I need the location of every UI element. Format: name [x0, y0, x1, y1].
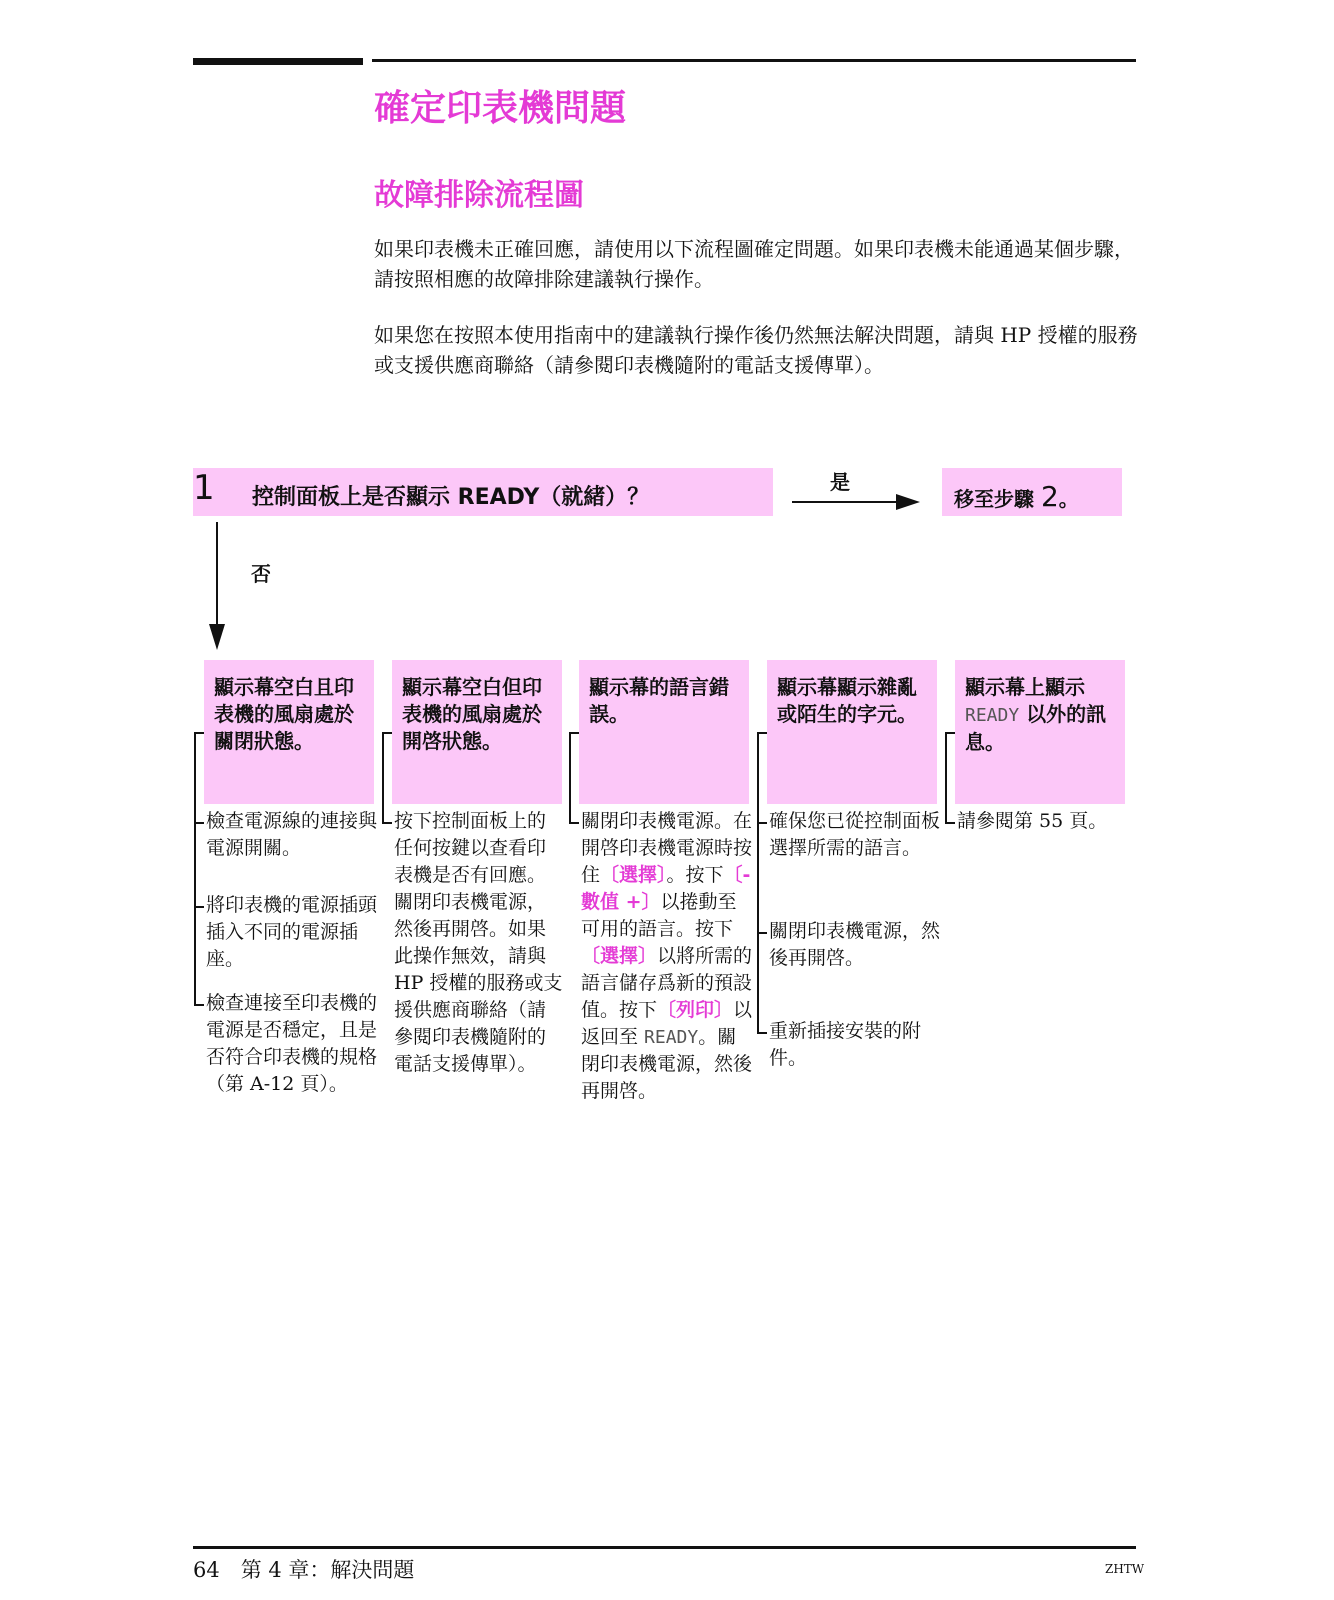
intro-paragraph-1: 如果印表機未正確回應，請使用以下流程圖確定問題。如果印表機未能通過某個步驟，請按照相應的故障排除建議執行操作。 — [374, 237, 1134, 291]
symptom-title-5-post: 以外的訊息。 — [965, 702, 1107, 754]
symptom-title-1: 顯示幕空白且印表機的風扇處於關閉狀態。 — [214, 675, 354, 753]
goto-prefix: 移至步驟 — [954, 487, 1034, 511]
no-label: 否 — [251, 562, 271, 586]
footer-page-chapter: 64 第 4 章：解決問題 — [193, 1558, 415, 1582]
connector — [757, 1032, 767, 1034]
solution-text: 檢查電源線的連接與電源開關。 — [206, 810, 378, 859]
footer-rule — [193, 1546, 1136, 1549]
select-key-label: 〔選擇〕 — [600, 864, 667, 886]
connector — [194, 906, 204, 908]
goto-step-number: 2 — [1040, 480, 1059, 513]
select-key-label: 〔選擇〕 — [581, 945, 658, 967]
header-rule-thin — [372, 59, 1136, 62]
goto-step2-text — [954, 480, 1079, 513]
yes-label: 是 — [830, 470, 850, 494]
solution-text: 按下控制面板上的任何按鍵以查看印表機是否有回應。關閉印表機電源，然後再開啓。如果此操作無效，請與 HP 授權的服務或支援供應商聯絡（請參閱印表機隨附的電話支援傳單）。 — [394, 810, 563, 1075]
solution-text: 重新插接安裝的附件。 — [769, 1020, 922, 1069]
value-key-label: 〔- 數值 +〕 — [581, 864, 751, 913]
connector — [757, 732, 759, 1034]
goto-suffix: 。 — [1058, 487, 1079, 511]
connector — [194, 822, 204, 824]
solution-text — [581, 808, 753, 1105]
symptom-title-5 — [965, 674, 1115, 756]
ready-display-text: READY — [644, 1027, 699, 1048]
ready-display-text: READY — [965, 705, 1020, 726]
intro-paragraph-2: 如果您在按照本使用指南中的建議執行操作後仍然無法解決問題，請與 HP 授權的服務或支援供應商聯絡（請參閱印表機隨附的電話支援傳單）。 — [374, 323, 1138, 377]
solution-text: 檢查連接至印表機的電源是否穩定，且是否符合印表機的規格（第 A-12 頁）。 — [206, 992, 378, 1095]
connector — [757, 822, 767, 824]
header-rule-thick — [193, 58, 363, 65]
connector — [194, 732, 196, 1006]
print-key-label: 〔列印〕 — [657, 999, 734, 1021]
symptom-title-4: 顯示幕顯示雜亂或陌生的字元。 — [777, 675, 917, 726]
solution-text: 確保您已從控制面板選擇所需的語言。 — [769, 810, 941, 859]
connector — [569, 732, 571, 824]
connector — [945, 822, 955, 824]
page-title: 確定印表機問題 — [374, 88, 627, 129]
step1-question: 控制面板上是否顯示 READY（就緒）？ — [252, 485, 650, 510]
symptom-title-5-pre: 顯示幕上顯示 — [965, 675, 1085, 699]
solution-text-part: 。關閉印表機電源，然後再開啓。 — [581, 1026, 753, 1102]
connector — [382, 732, 384, 824]
solution-text-part: 。按下 — [666, 864, 724, 886]
connector — [757, 932, 767, 934]
connector — [569, 822, 579, 824]
connector — [194, 1004, 204, 1006]
solution-text: 關閉印表機電源，然後再開啓。 — [769, 920, 941, 969]
solution-text: 請參閱第 55 頁。 — [957, 810, 1108, 832]
solution-text-part: 以返回至 — [581, 999, 753, 1048]
connector — [945, 732, 947, 824]
solution-text: 將印表機的電源插頭插入不同的電源插座。 — [206, 894, 378, 970]
solution-text-part: 以將所需的語言儲存爲新的預設值。按下 — [581, 945, 753, 1021]
footer-locale: ZHTW — [1105, 1562, 1145, 1576]
no-arrow-icon — [205, 522, 229, 652]
connector — [382, 822, 392, 824]
yes-arrow-icon — [792, 490, 922, 514]
solution-text-part: 關閉印表機電源。在開啓印表機電源時按住 — [581, 810, 753, 886]
symptom-title-2: 顯示幕空白但印表機的風扇處於開啓狀態。 — [402, 675, 542, 753]
symptom-title-3: 顯示幕的語言錯誤。 — [589, 675, 729, 726]
step1-number: 1 — [193, 468, 215, 508]
solution-text-part: 以捲動至可用的語言。按下 — [581, 891, 737, 940]
section-title: 故障排除流程圖 — [374, 178, 584, 213]
